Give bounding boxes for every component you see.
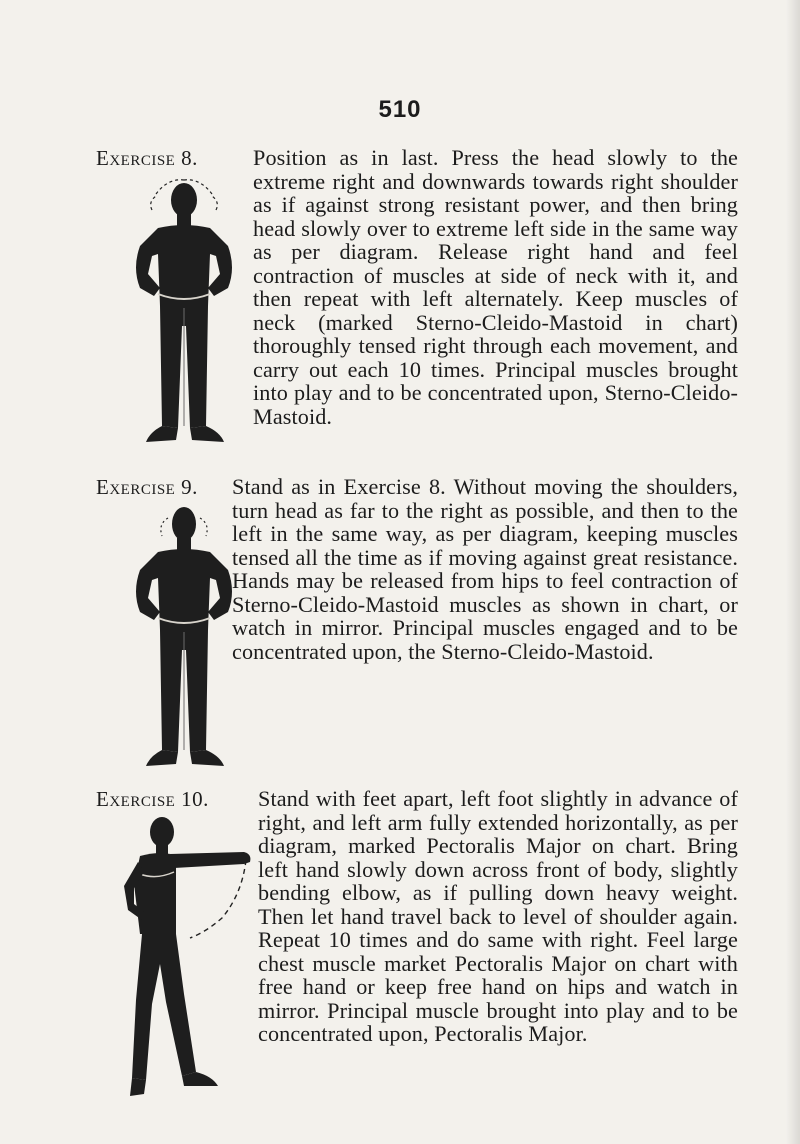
exercise-9-text: Stand as in Exercise 8. Without moving the shoulders, turn head as far to the right as possible, and then to the left in the same way, as per diagram, keeping muscles tensed all the time as if moving against great resistance. Hands may be released from hips to feel contraction of Sterno-Cleido-Mastoid muscles as shown in chart, or watch in mirror. Principal muscles engaged and to be concentrated upon, the Sterno-Cleido-Mastoid. xyxy=(232,474,738,664)
standing-figure-head-turn-icon xyxy=(128,502,240,782)
exercise-8-heading: Exercise 8. xyxy=(96,146,198,170)
exercise-9-heading: Exercise 9. xyxy=(96,475,198,499)
exercise-10-text: Stand with feet apart, left foot slightly in advance of right, and left arm fully extended horizontally, as per diagram, marked Pectoralis Major on chart. Bring left hand slowly down across front of body, slightly bending elbow, as if pulling down heavy weight. Then let hand travel back to level of shoulder again. Repeat 10 times and do same with right. Feel large chest muscle market Pectoralis Major on chart with free hand or keep free hand on hips and watch in mirror. Principal muscle brought into play and to be concentrated upon, Pectoralis Major. xyxy=(258,786,738,1046)
page-number: 510 xyxy=(378,96,422,123)
standing-figure-head-tilt-icon xyxy=(128,176,240,456)
page-edge-shadow xyxy=(786,0,800,1144)
exercise-10-heading: Exercise 10. xyxy=(96,787,209,811)
exercise-8-text: Position as in last. Press the head slowly to the extreme right and downwards towards right shoulder as if against strong resistant power, and then bring head slowly over to extreme left side in the same way as per diagram. Release right hand and feel contraction of muscles at side of neck with it, and then repeat with left alternately. Keep muscles of neck (marked Sterno-Cleido-Mastoid in chart) thoroughly tensed right through each movement, and carry out each 10 times. Principal muscles brought into play and to be concentrated upon, Sterno-Cleido-Mastoid. xyxy=(253,145,738,429)
standing-figure-arm-extended-icon xyxy=(110,814,260,1104)
